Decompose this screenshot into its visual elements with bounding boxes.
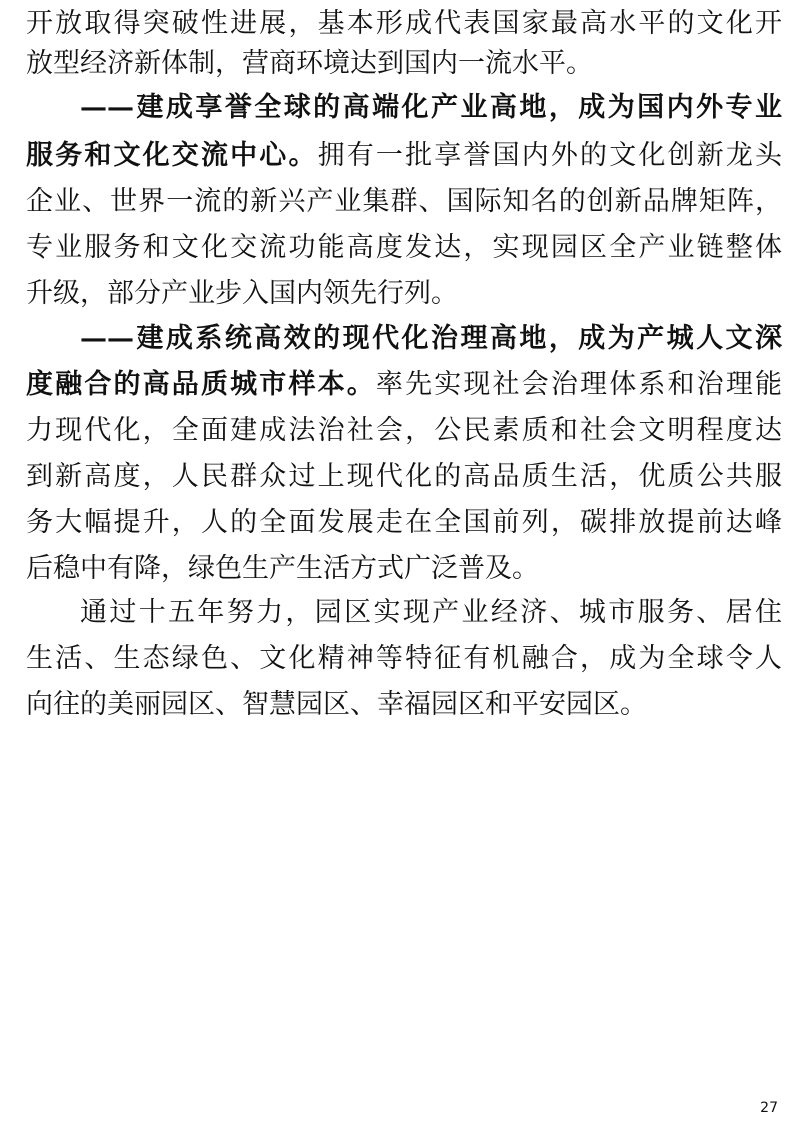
paragraph-3-line-2	[26, 365, 782, 405]
paragraph-1-line-2: 放型经济新体制，营商环境达到国内一流水平。	[26, 48, 593, 79]
paragraph-2-line-5: 升级，部分产业步入国内领先行列。	[26, 278, 458, 309]
paragraph-2-line-4: 专业服务和文化交流功能高度发达，实现园区全产业链整体	[26, 232, 782, 263]
paragraph-4-line-2: 生活、生态绿色、文化精神等特征有机融合，成为全球令人	[26, 643, 782, 674]
paragraph-2-body-start: 拥有一批享誉国内外的文化创新龙头	[317, 140, 783, 171]
paragraph-4-line-3: 向往的美丽园区、智慧园区、幸福园区和平安园区。	[26, 689, 647, 720]
paragraph-3-body-start: 率先实现社会治理体系和治理能	[375, 369, 783, 400]
paragraph-3-line-6: 后稳中有降，绿色生产生活方式广泛普及。	[26, 553, 539, 584]
paragraph-3-line-4: 到新高度，人民群众过上现代化的高品质生活，优质公共服	[26, 461, 782, 492]
paragraph-3-line-5: 务大幅提升，人的全面发展走在全国前列，碳排放提前达峰	[26, 507, 782, 538]
paragraph-2-line-3: 企业、世界一流的新兴产业集群、国际知名的创新品牌矩阵，	[26, 186, 782, 217]
paragraph-4-line-1: 通过十五年努力，园区实现产业经济、城市服务、居住	[80, 597, 782, 628]
paragraph-3-heading-line-1: ——建成系统高效的现代化治理高地，成为产城人文深	[80, 323, 782, 354]
paragraph-1-line-1: 开放取得突破性进展，基本形成代表国家最高水平的文化开	[26, 8, 782, 39]
paragraph-2-heading-line-2: 服务和文化交流中心。	[26, 140, 318, 171]
page-number: 27	[760, 1100, 778, 1116]
paragraph-2-heading-line-1: ——建成享誉全球的高端化产业高地，成为国内外专业	[80, 92, 782, 123]
paragraph-3-heading-line-2: 度融合的高品质城市样本。	[26, 369, 376, 400]
paragraph-2-line-2	[26, 136, 782, 176]
paragraph-3-line-3: 力现代化，全面建成法治社会，公民素质和社会文明程度达	[26, 415, 782, 446]
